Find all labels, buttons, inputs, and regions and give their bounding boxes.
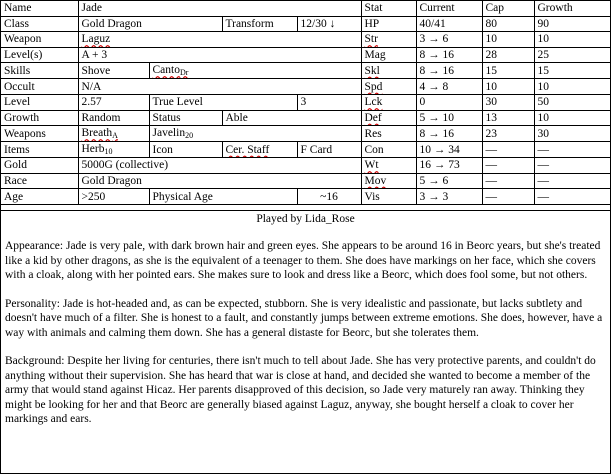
- stat-growth: —: [534, 173, 610, 189]
- stat-cap: —: [482, 189, 534, 205]
- value-levels: A + 3: [78, 47, 361, 63]
- stat-name: Mov: [364, 175, 387, 188]
- skill-2-cell: [149, 63, 361, 79]
- stat-name: HP: [361, 16, 416, 32]
- value-occult: N/A: [78, 79, 361, 95]
- skill-2: [153, 64, 189, 76]
- stat-name: Spd: [364, 80, 383, 93]
- label-true-level: True Level: [149, 94, 297, 110]
- table-row: [1, 94, 610, 110]
- skill-2-label: Canto: [152, 64, 180, 77]
- stat-cap: 10: [482, 32, 534, 48]
- stat-growth: 90: [534, 16, 610, 32]
- header-stat: Stat: [361, 1, 416, 16]
- table-row: [1, 189, 610, 205]
- item-1-sub: 10: [104, 147, 113, 157]
- table-row: [1, 63, 610, 79]
- stat-cap: 23: [482, 126, 534, 142]
- value-physical-age: ~16: [297, 189, 361, 205]
- value-age: >250: [78, 189, 149, 205]
- item-1-cell: [78, 142, 149, 158]
- stat-current: 4 → 8: [416, 79, 482, 95]
- label-gold: Gold: [1, 158, 78, 174]
- weapon-1-cell: [78, 126, 149, 142]
- stat-growth: 10: [534, 32, 610, 48]
- value-true-level: 3: [297, 94, 361, 110]
- bio-section: [1, 210, 610, 427]
- stats-table: [1, 1, 610, 205]
- stat-growth: —: [534, 189, 610, 205]
- label-name: Name: [1, 1, 78, 16]
- stat-cap: —: [482, 173, 534, 189]
- item-3: Cer. Staff: [225, 143, 270, 156]
- label-weapon: Weapon: [1, 32, 78, 48]
- stat-current: 5 → 6: [416, 173, 482, 189]
- label-status: Status: [149, 110, 222, 126]
- stat-growth: 25: [534, 47, 610, 63]
- label-occult: Occult: [1, 79, 78, 95]
- stat-current: 0: [416, 94, 482, 110]
- table-row: [1, 79, 610, 95]
- header-growth: Growth: [534, 1, 610, 16]
- stat-current: 3 → 3: [416, 189, 482, 205]
- label-items: Items: [1, 142, 78, 158]
- stat-name: Str: [364, 33, 378, 46]
- stat-current: 8 → 16: [416, 63, 482, 79]
- label-transform: Transform: [222, 16, 297, 32]
- value-gold: 5000G (collective): [78, 158, 361, 174]
- item-2: Icon: [149, 142, 222, 158]
- label-class: Class: [1, 16, 78, 32]
- stat-name-cell: [361, 158, 416, 174]
- weapon-1-sub: A: [112, 131, 118, 141]
- item-3-cell: [222, 142, 297, 158]
- weapon-2-cell: [149, 126, 361, 142]
- table-row: [1, 110, 610, 126]
- stat-name: Con: [361, 142, 416, 158]
- stat-current: 8 → 16: [416, 47, 482, 63]
- value-status: Able: [222, 110, 361, 126]
- stat-name: Mag: [361, 47, 416, 63]
- value-name: Jade: [78, 1, 361, 16]
- label-levels: Level(s): [1, 47, 78, 63]
- table-row: [1, 47, 610, 63]
- stat-name: Lck: [364, 96, 383, 109]
- stat-cap: 30: [482, 94, 534, 110]
- value-level: 2.57: [78, 94, 149, 110]
- value-transform: 12/30 ↓: [297, 16, 361, 32]
- stat-cap: —: [482, 142, 534, 158]
- skill-1: Shove: [78, 63, 149, 79]
- header-current: Current: [416, 1, 482, 16]
- value-weapon: Laguz: [81, 33, 111, 46]
- stat-name: Vis: [361, 189, 416, 205]
- stat-name-cell: [361, 94, 416, 110]
- table-row: [1, 126, 610, 142]
- stat-cap: 13: [482, 110, 534, 126]
- stat-name-cell: [361, 32, 416, 48]
- label-level: Level: [1, 94, 78, 110]
- stat-name: Def: [364, 111, 382, 124]
- stat-growth: 30: [534, 126, 610, 142]
- label-age: Age: [1, 189, 78, 205]
- item-4: F Card: [297, 142, 361, 158]
- background-paragraph: Background: Despite her living for centuries, there isn't much to tell about Jade. She has very protective parents, and couldn't do anything without their supervision. She has heard that war is close at hand, and decided she wanted to become a member of the army that would stand against Hicaz. Her parents disapproved of this decision, so Jade very maturely ran away. Thinking they might be looking for her and that Beorc are generally biased against Laguz, anyway, she bought herself a cloak to cover her markings and ears.: [5, 355, 596, 425]
- stat-cap: 15: [482, 63, 534, 79]
- stat-growth: 15: [534, 63, 610, 79]
- table-row: [1, 158, 610, 174]
- weapon-1: [82, 127, 118, 139]
- label-skills: Skills: [1, 63, 78, 79]
- skill-2-sub: Dr: [179, 68, 189, 78]
- value-race: Gold Dragon: [78, 173, 361, 189]
- table-row: [1, 32, 610, 48]
- stat-cap: 28: [482, 47, 534, 63]
- stat-current: 40/41: [416, 16, 482, 32]
- stat-current: 8 → 16: [416, 126, 482, 142]
- stat-growth: —: [534, 142, 610, 158]
- weapon-2-label: Javelin: [152, 127, 186, 140]
- stat-name-cell: [361, 79, 416, 95]
- weapon-2-sub: 20: [185, 131, 194, 141]
- stat-cap: 10: [482, 79, 534, 95]
- appearance-paragraph: Appearance: Jade is very pale, with dark brown hair and green eyes. She appears to be around 16 in Beorc years, but she's treated like a kid by other dragons, as she is the equivalent of a teenager to them. She does have markings on her face, which she covers with a cloak, along with her pointed ears. She makes sure to look and dress like a Beorc, which does fool some, but not others.: [5, 240, 601, 281]
- table-row: [1, 1, 610, 16]
- stat-growth: —: [534, 158, 610, 174]
- personality-paragraph: Personality: Jade is hot-headed and, as can be expected, stubborn. She is very idealistic and passionate, but lacks subtlety and doesn't have much of a filter. She is honest to a fault, and constantly jumps between extreme emotions. She does, however, have a way with animals and calming them down. She has a general distaste for Beorc, but she tolerates them.: [5, 297, 603, 339]
- stat-growth: 10: [534, 79, 610, 95]
- label-weapons: Weapons: [1, 126, 78, 142]
- label-physical-age: Physical Age: [149, 189, 297, 205]
- table-row: [1, 142, 610, 158]
- weapon-1-label: Breath: [81, 127, 113, 140]
- item-1-label: Herb: [81, 143, 105, 156]
- value-growth: Random: [78, 110, 149, 126]
- value-weapon-cell: [78, 32, 361, 48]
- stat-current: 3 → 6: [416, 32, 482, 48]
- label-growth: Growth: [1, 110, 78, 126]
- stat-cap: 80: [482, 16, 534, 32]
- played-by: Played by Lida_Rose: [256, 213, 355, 225]
- table-row: [1, 173, 610, 189]
- stat-name: Res: [361, 126, 416, 142]
- stat-growth: 50: [534, 94, 610, 110]
- label-race: Race: [1, 173, 78, 189]
- stat-name-cell: [361, 173, 416, 189]
- stat-name-cell: [361, 63, 416, 79]
- stat-growth: 10: [534, 110, 610, 126]
- stat-name: Skl: [364, 64, 380, 77]
- stat-current: 5 → 10: [416, 110, 482, 126]
- stat-name-cell: [361, 110, 416, 126]
- stat-cap: —: [482, 158, 534, 174]
- stat-current: 10 → 34: [416, 142, 482, 158]
- table-row: [1, 16, 610, 32]
- value-class: Gold Dragon: [78, 16, 222, 32]
- stat-name: Wt: [364, 159, 379, 172]
- stat-current: 16 → 73: [416, 158, 482, 174]
- header-cap: Cap: [482, 1, 534, 16]
